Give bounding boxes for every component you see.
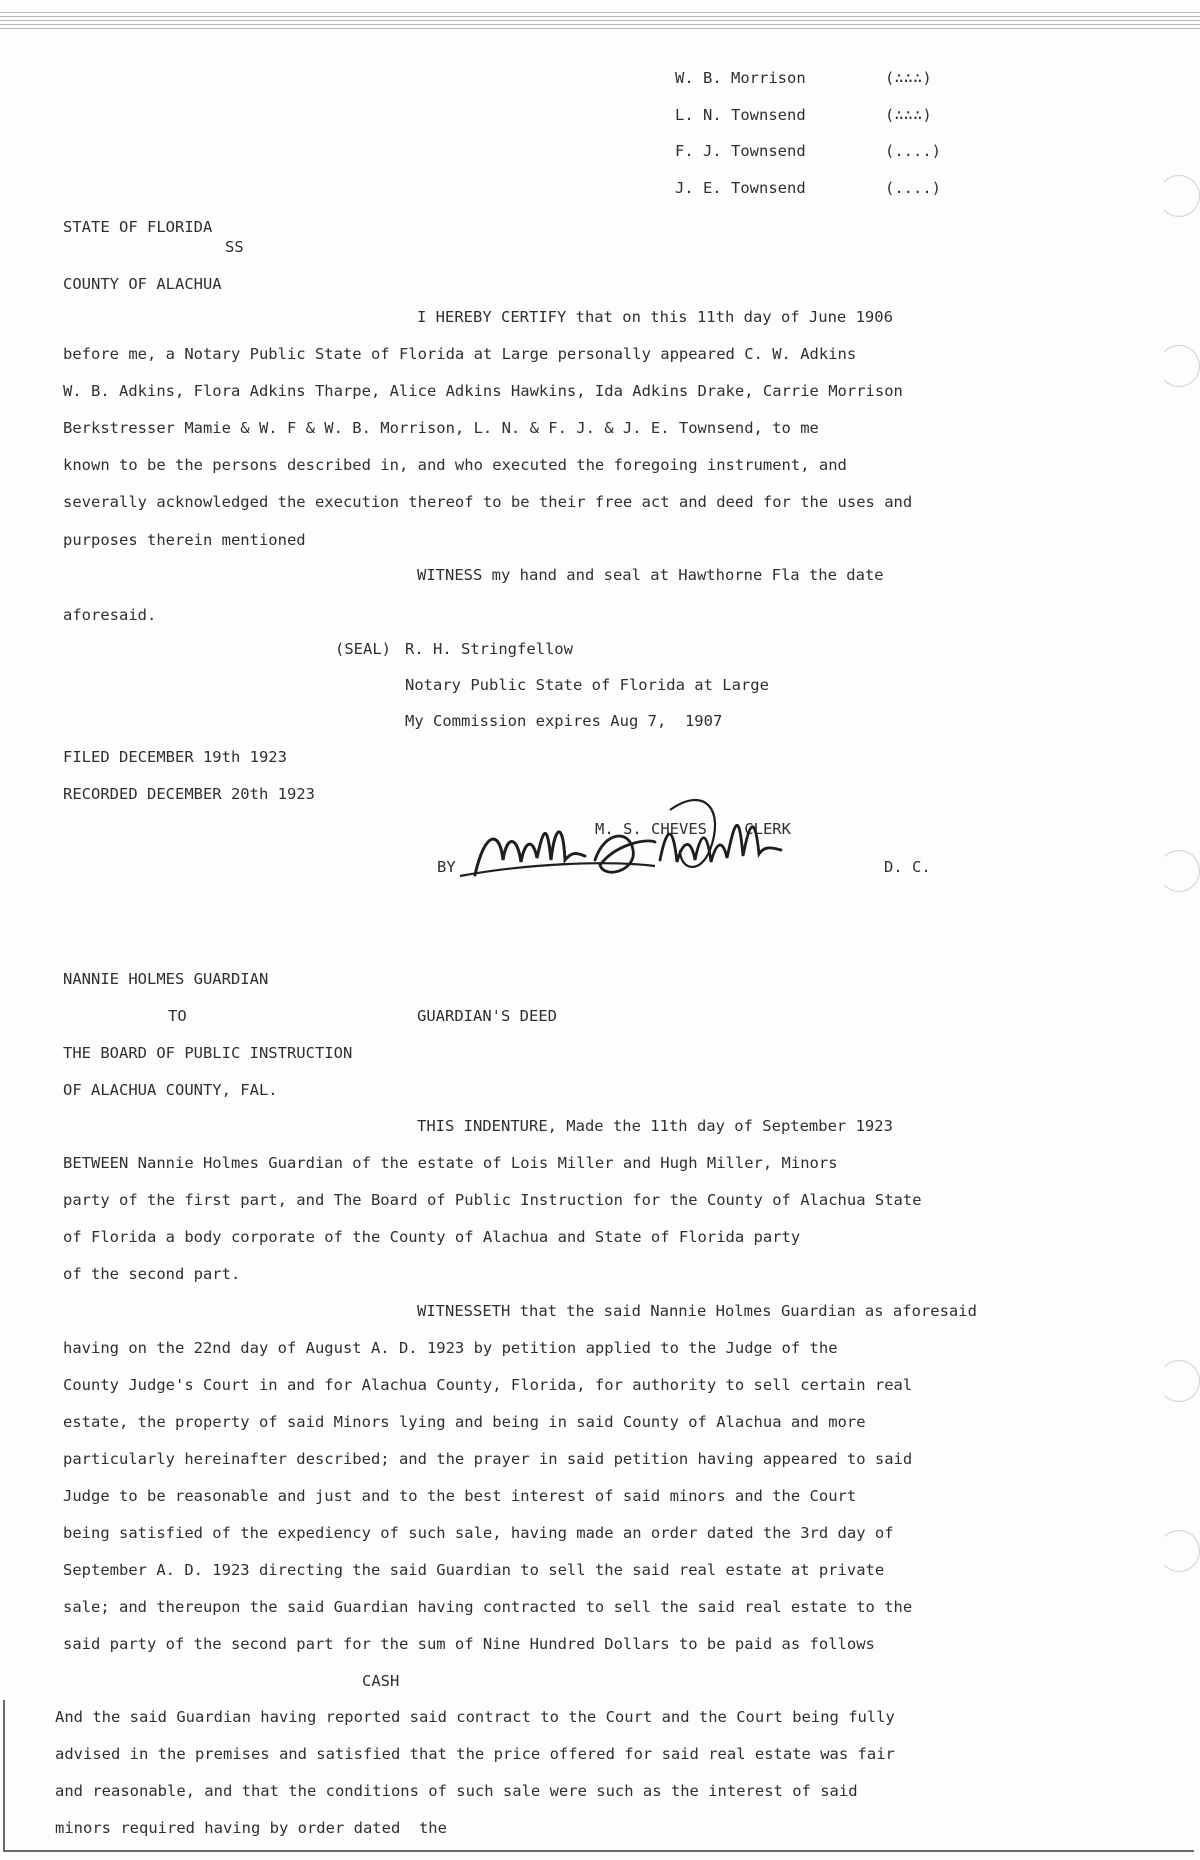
punch-hole xyxy=(1158,175,1200,217)
deed-line: BETWEEN Nannie Holmes Guardian of the estate of Lois Miller and Hugh Miller, Minors xyxy=(63,1154,838,1172)
header-name: F. J. Townsend xyxy=(675,142,806,160)
seal-label: (SEAL) xyxy=(335,640,391,658)
deed-line: of the second part. xyxy=(63,1265,241,1283)
deed-line: estate, the property of said Minors lying and being in said County of Alachua and more xyxy=(63,1413,866,1431)
deed-line: advised in the premises and satisfied that the price offered for said real estate was fair xyxy=(55,1745,895,1763)
top-border-line xyxy=(0,24,1200,25)
deed-line: particularly hereinafter described; and the prayer in said petition having appeared to said xyxy=(63,1450,913,1468)
deed-party1: NANNIE HOLMES GUARDIAN xyxy=(63,970,269,988)
deed-line: WITNESSETH that the said Nannie Holmes Guardian as aforesaid xyxy=(417,1302,977,1320)
deed-party2: THE BOARD OF PUBLIC INSTRUCTION xyxy=(63,1044,353,1062)
ack-line: purposes therein mentioned xyxy=(63,531,306,549)
ack-line: severally acknowledged the execution thereof to be their free act and deed for the uses and xyxy=(63,493,913,511)
deed-line: Judge to be reasonable and just and to the best interest of said minors and the Court xyxy=(63,1487,857,1505)
deed-line: September A. D. 1923 directing the said Guardian to sell the said real estate at private xyxy=(63,1561,885,1579)
punch-hole xyxy=(1158,1530,1200,1572)
header-mark: (....) xyxy=(885,179,941,197)
notary-commission: My Commission expires Aug 7, 1907 xyxy=(405,712,723,730)
header-name: J. E. Townsend xyxy=(675,179,806,197)
header-name: W. B. Morrison xyxy=(675,69,806,87)
venue-state: STATE OF FLORIDA xyxy=(63,218,213,236)
filed-date: FILED DECEMBER 19th 1923 xyxy=(63,748,287,766)
deed-line: sale; and thereupon the said Guardian having contracted to sell the said real estate to the xyxy=(63,1598,913,1616)
deed-title: GUARDIAN'S DEED xyxy=(417,1007,557,1025)
deed-line: being satisfied of the expediency of such sale, having made an order dated the 3rd day of xyxy=(63,1524,894,1542)
top-border-line xyxy=(0,16,1200,17)
deed-line: and reasonable, and that the conditions of such sale were such as the interest of said xyxy=(55,1782,858,1800)
deed-line: of Florida a body corporate of the County of Alachua and State of Florida party xyxy=(63,1228,801,1246)
deed-to: TO xyxy=(168,1007,187,1025)
deed-line: party of the first part, and The Board of Public Instruction for the County of Alachua State xyxy=(63,1191,922,1209)
recorded-date: RECORDED DECEMBER 20th 1923 xyxy=(63,785,315,803)
deed-line: County Judge's Court in and for Alachua County, Florida, for authority to sell certain real xyxy=(63,1376,913,1394)
punch-hole xyxy=(1158,850,1200,892)
venue-ss: SS xyxy=(225,238,244,256)
dc-label: D. C. xyxy=(884,858,931,876)
top-border-line xyxy=(0,12,1200,13)
deed-line: THIS INDENTURE, Made the 11th day of September 1923 xyxy=(417,1117,893,1135)
notary-title: Notary Public State of Florida at Large xyxy=(405,676,769,694)
header-mark: (∴∴∴) xyxy=(885,106,932,124)
ack-line: W. B. Adkins, Flora Adkins Tharpe, Alice Adkins Hawkins, Ida Adkins Drake, Carrie Morrison xyxy=(63,382,903,400)
deed-line: minors required having by order dated the xyxy=(55,1819,447,1837)
ack-line: aforesaid. xyxy=(63,606,157,624)
clerk-name: M. S. CHEVES CLERK xyxy=(595,820,791,838)
ack-line: Berkstresser Mamie & W. F & W. B. Morrison, L. N. & F. J. & J. E. Townsend, to me xyxy=(63,419,819,437)
deed-line: having on the 22nd day of August A. D. 1923 by petition applied to the Judge of the xyxy=(63,1339,838,1357)
punch-hole xyxy=(1158,1360,1200,1402)
deed-party2: OF ALACHUA COUNTY, FAL. xyxy=(63,1081,278,1099)
deed-line: said party of the second part for the sum of Nine Hundred Dollars to be paid as follows xyxy=(63,1635,875,1653)
header-mark: (....) xyxy=(885,142,941,160)
ack-line: WITNESS my hand and seal at Hawthorne Fla the date xyxy=(417,566,884,584)
by-label: BY xyxy=(437,858,456,876)
punch-hole xyxy=(1158,345,1200,387)
page-left-edge xyxy=(3,1700,5,1850)
header-name: L. N. Townsend xyxy=(675,106,806,124)
deed-line: And the said Guardian having reported said contract to the Court and the Court being fully xyxy=(55,1708,895,1726)
notary-name: R. H. Stringfellow xyxy=(405,640,573,658)
ack-line: I HEREBY CERTIFY that on this 11th day of June 1906 xyxy=(417,308,893,326)
ack-line: known to be the persons described in, and who executed the foregoing instrument, and xyxy=(63,456,847,474)
top-border-line xyxy=(0,20,1200,21)
deputy-clerk-signature xyxy=(455,790,835,900)
venue-county: COUNTY OF ALACHUA xyxy=(63,275,222,293)
deed-line: CASH xyxy=(362,1672,400,1690)
top-border-line xyxy=(0,28,1200,29)
header-mark: (∴∴∴) xyxy=(885,69,932,87)
page-bottom-edge xyxy=(3,1850,1194,1852)
ack-line: before me, a Notary Public State of Florida at Large personally appeared C. W. Adkins xyxy=(63,345,857,363)
